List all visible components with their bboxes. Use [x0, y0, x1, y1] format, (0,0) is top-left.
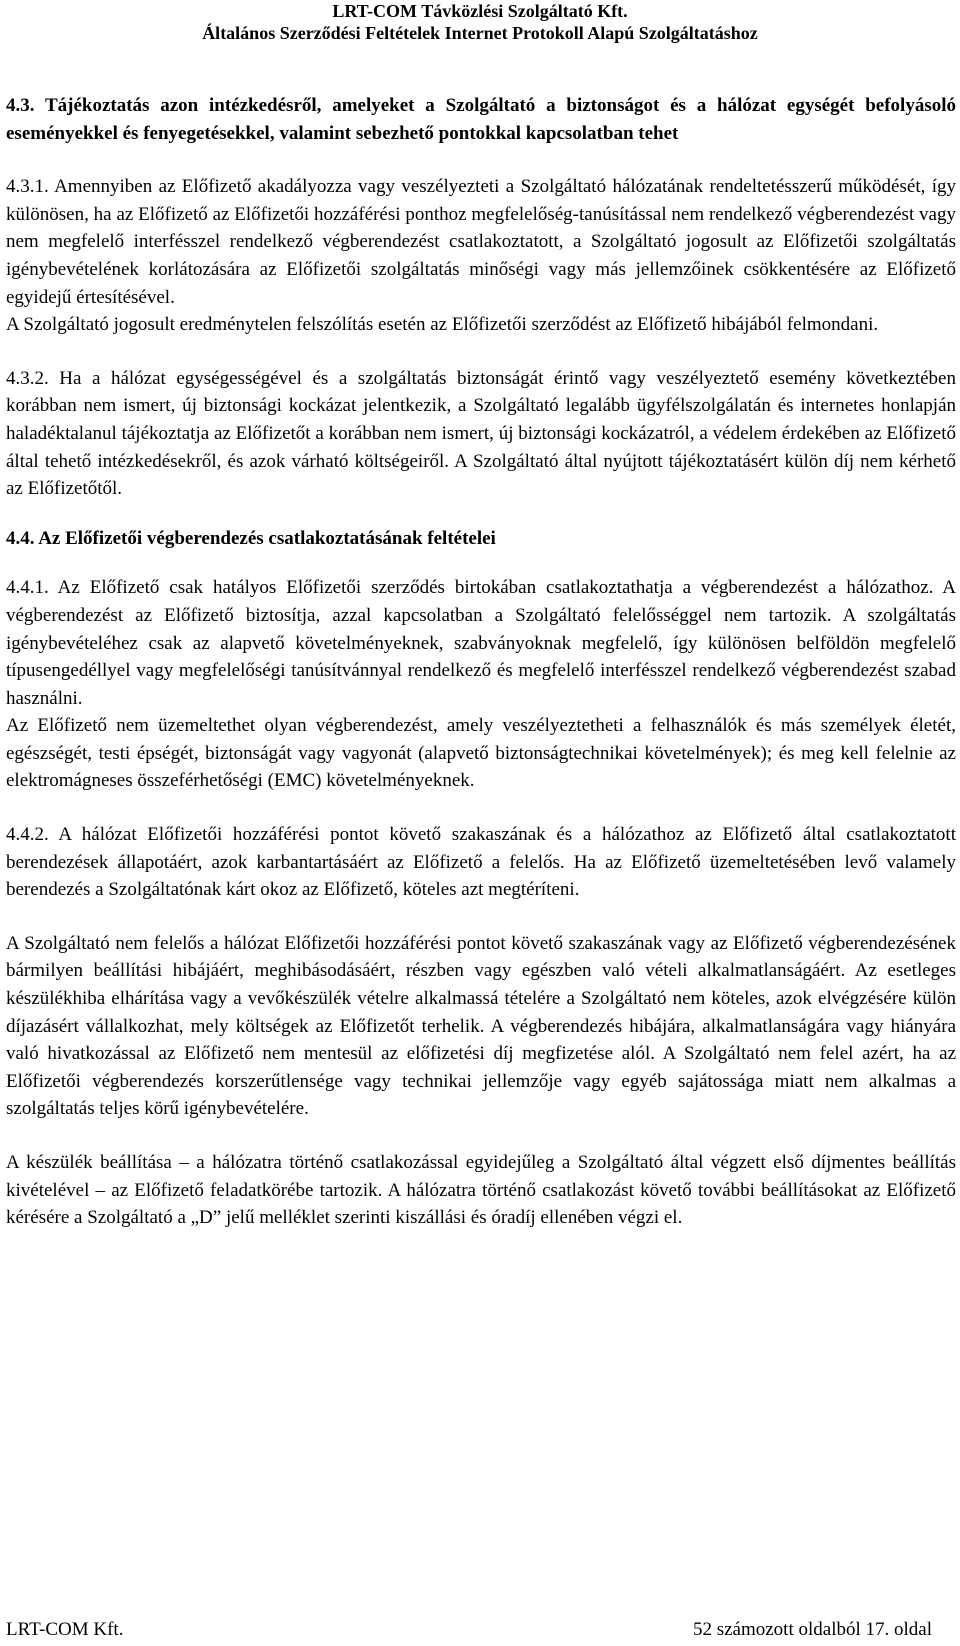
footer-page-number: 52 számozott oldalból 17. oldal — [692, 1619, 932, 1640]
header-company-name: LRT-COM Távközlési Szolgáltató Kft. — [332, 1, 628, 21]
device-setup-paragraph: A készülék beállítása – a hálózatra történő csatlakozással egyidejűleg a Szolgáltató által végzett első díjmentes beállítás kivételével – az Előfizető feladatkörébe tartozik. A hálózatra történő csatlakozást követő további beállításokat az Előfizető kérésére a Szolgáltató a „D” jelű melléklet szerinti kiszállási és óradíj ellenében végzi el. — [6, 1152, 956, 1229]
section-4-4-1-paragraph: 4.4.1. Az Előfizető csak hatályos Előfizetői szerződés birtokában csatlakoztathatja a végberendezést a hálózathoz. A végberendezést az Előfizető biztosítja, azzal kapcsolatban a Szolgáltató felelősséggel nem tartozik. A szolgáltatás igénybevételéhez csak az alapvető követelményeknek, szabványoknak megfelelő, így különösen belföldön megfelelő típusengedéllyel vagy megfelelőségi tanúsítvánnyal rendelkező és megfelelő interfésszel rendelkező végberendezést szabad használni. — [6, 577, 956, 709]
liability-exclusion-paragraph: A Szolgáltató nem felelős a hálózat Előfizetői hozzáférési pontot követő szakaszának vagy az Előfizető végberendezésének bármilyen beállítási hibájáért, meghibásodásáért, részben vagy egészben való vételi alkalmatlanságáért. Az esetleges készülékhiba elhárítása vagy a vevőkészülék vételre alkalmassá tételére a Szolgáltató nem köteles, azok elvégzésére külön díjazásért vállalkozhat, mely költségek az Előfizetőt terhelik. A végberendezés hibájára, alkalmatlanságára vagy hiányára való hivatkozással az Előfizető nem mentesül az előfizetési díj megfizetése alól. A Szolgáltató nem felel azért, ha az Előfizetői végberendezés korszerűtlensége vagy technikai jellemzője vagy egyéb sajátossága miatt nem alkalmas a szolgáltatás teljes körű igénybevételére. — [6, 932, 956, 1120]
section-4-3-1-paragraph: 4.3.1. Amennyiben az Előfizető akadályozza vagy veszélyezteti a Szolgáltató hálózatának rendeltetésszerű működését, így különösen, ha az Előfizető az Előfizetői hozzáférési ponthoz megfelelőség-tanúsítással nem rendelkező végberendezést vagy nem megfelelő interfésszel rendelkező végberendezést csatlakoztatott, a Szolgáltató jogosult az Előfizetői szolgáltatás igénybevételének korlátozására az Előfizetői szolgáltatás minőségi vagy más jellemzőinek csökkentésére az Előfizető egyidejű értesítésével. — [6, 176, 956, 308]
page-header — [0, 0, 960, 44]
section-4-4-1-safety-paragraph: Az Előfizető nem üzemeltethet olyan végberendezést, amely veszélyeztetheti a felhasználók és más személyek életét, egészségét, testi épségét, biztonságát vagy vagyonát (alapvető biztonságtechnikai követelmények); és meg kell felelnie az elektromágneses összeférhetőségi (EMC) követelményeknek. — [6, 715, 956, 792]
section-4-3-2-paragraph: 4.3.2. Ha a hálózat egységességével és a szolgáltatás biztonságát érintő vagy veszélyeztető esemény következtében korábban nem ismert, új biztonsági kockázat jelentkezik, a Szolgáltató legalább ügyfélszolgálatán és internetes honlapján haladéktalanul tájékoztatja az Előfizetőt a korábban nem ismert, új biztonsági kockázatról, a védelem érdekében az Előfizető által tehető intézkedésekről, és azok várható költségeiről. A Szolgáltató által nyújtott tájékoztatásért külön díj nem kérhető az Előfizetőtől. — [6, 367, 956, 500]
footer-company: LRT-COM Kft. — [6, 1619, 124, 1640]
page-footer — [6, 1618, 932, 1642]
section-4-3-1-termination-paragraph: A Szolgáltató jogosult eredménytelen felszólítás esetén az Előfizetői szerződést az Előfizető hibájából felmondani. — [6, 314, 879, 336]
section-4-4-2-paragraph: 4.4.2. A hálózat Előfizetői hozzáférési pontot követő szakaszának és a hálózathoz az Előfizető által csatlakoztatott berendezések állapotáért, azok karbantartásáért az Előfizető a felelős. Ha az Előfizető üzemeltetésében levő valamely berendezés a Szolgáltatónak kárt okoz az Előfizető, köteles azt megtéríteni. — [6, 824, 956, 901]
section-4-3-heading: 4.3. Tájékoztatás azon intézkedésről, amelyeket a Szolgáltató a biztonságot és a hálózat egységét befolyásoló eseményekkel és fenyegetésekkel, valamint sebezhető pontokkal kapcsolatban tehet — [6, 95, 956, 144]
header-document-title: Általános Szerződési Feltételek Internet Protokoll Alapú Szolgáltatáshoz — [202, 23, 758, 43]
section-4-4-heading: 4.4. Az Előfizetői végberendezés csatlakoztatásának feltételei — [6, 527, 496, 549]
document-body — [6, 92, 956, 1232]
